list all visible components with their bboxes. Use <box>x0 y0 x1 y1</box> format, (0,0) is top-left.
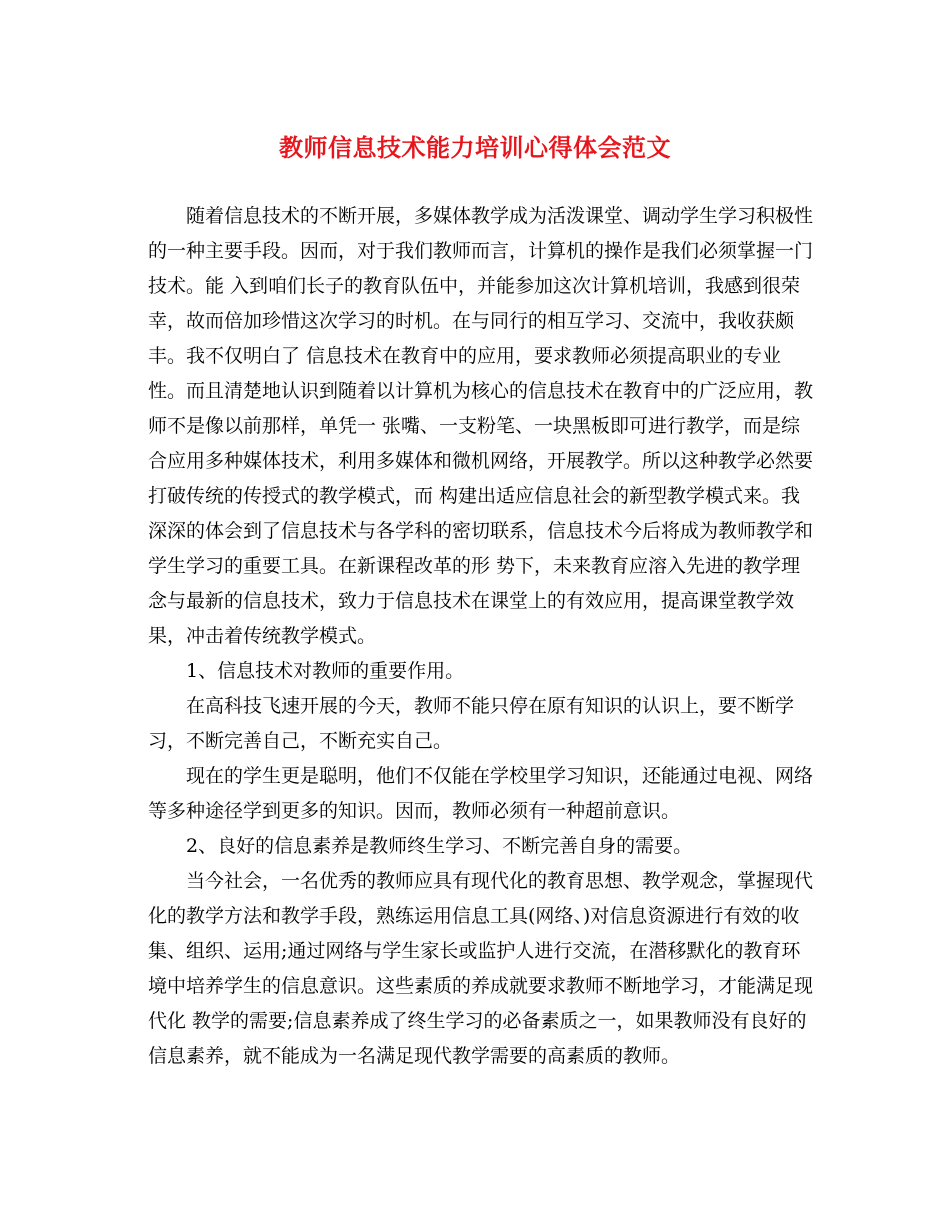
body-line-8: 合应用多种媒体技术，利用多媒体和微机网络，开展教学。所以这种教学必然要 <box>148 450 814 472</box>
body-line-9: 打破传统的传授式的教学模式，而 构建出适应信息社会的新型教学模式来。我 <box>148 485 801 507</box>
body-line-16: 现在的学生更是聪明，他们不仅能在学校里学习知识，还能通过电视、网络 <box>186 765 814 787</box>
section-heading-2: 2、良好的信息素养是教师终生学习、不断完善自身的需要。 <box>186 835 693 857</box>
body-line-14: 在高科技飞速开展的今天，教师不能只停在原有知识的认识上，要不断学 <box>186 695 795 717</box>
document-title: 教师信息技术能力培训心得体会范文 <box>279 133 671 162</box>
body-line-23: 信息素养，就不能成为一名满足现代教学需要的高素质的教师。 <box>148 1045 681 1067</box>
section-heading-1: 1、信息技术对教师的重要作用。 <box>186 660 465 682</box>
body-line-11: 学生学习的重要工具。在新课程改革的形 势下，未来教育应溶入先进的教学理 <box>148 555 801 577</box>
body-line-4: 幸，故而倍加珍惜这次学习的时机。在与同行的相互学习、交流中，我收获颇 <box>148 310 795 332</box>
body-line-2: 的一种主要手段。因而，对于我们教师而言，计算机的操作是我们必须掌握一门 <box>148 240 814 262</box>
body-line-20: 集、组织、运用;通过网络与学生家长或监护人进行交流，在潜移默化的教育环 <box>148 940 801 962</box>
body-line-17: 等多种途径学到更多的知识。因而，教师必须有一种超前意识。 <box>148 800 681 822</box>
body-line-22: 代化 教学的需要;信息素养成了终生学习的必备素质之一，如果教师没有良好的 <box>148 1010 807 1032</box>
body-line-7: 师不是像以前那样，单凭一 张嘴、一支粉笔、一块黑板即可进行教学，而是综 <box>148 415 801 437</box>
body-line-3: 技术。能 入到咱们长子的教育队伍中，并能参加这次计算机培训，我感到很荣 <box>148 275 801 297</box>
body-line-13: 果，冲击着传统教学模式。 <box>148 625 377 647</box>
body-line-21: 境中培养学生的信息意识。这些素质的养成就要求教师不断地学习，才能满足现 <box>148 975 814 997</box>
body-line-15: 习，不断完善自己，不断充实自己。 <box>148 730 453 752</box>
body-line-6: 性。而且清楚地认识到随着以计算机为核心的信息技术在教育中的广泛应用，教 <box>148 380 814 402</box>
body-line-18: 当今社会，一名优秀的教师应具有现代化的教育思想、教学观念，掌握现代 <box>186 870 814 892</box>
body-line-1: 随着信息技术的不断开展，多媒体教学成为活泼课堂、调动学生学习积极性 <box>186 205 814 227</box>
body-line-19: 化的教学方法和教学手段，熟练运用信息工具(网络、)对信息资源进行有效的收 <box>148 905 800 927</box>
body-line-5: 丰。我不仅明白了 信息技术在教育中的应用，要求教师必须提高职业的专业 <box>148 345 782 367</box>
body-line-12: 念与最新的信息技术，致力于信息技术在课堂上的有效应用，提高课堂教学效 <box>148 590 795 612</box>
body-line-10: 深深的体会到了信息技术与各学科的密切联系，信息技术今后将成为教师教学和 <box>148 520 814 542</box>
